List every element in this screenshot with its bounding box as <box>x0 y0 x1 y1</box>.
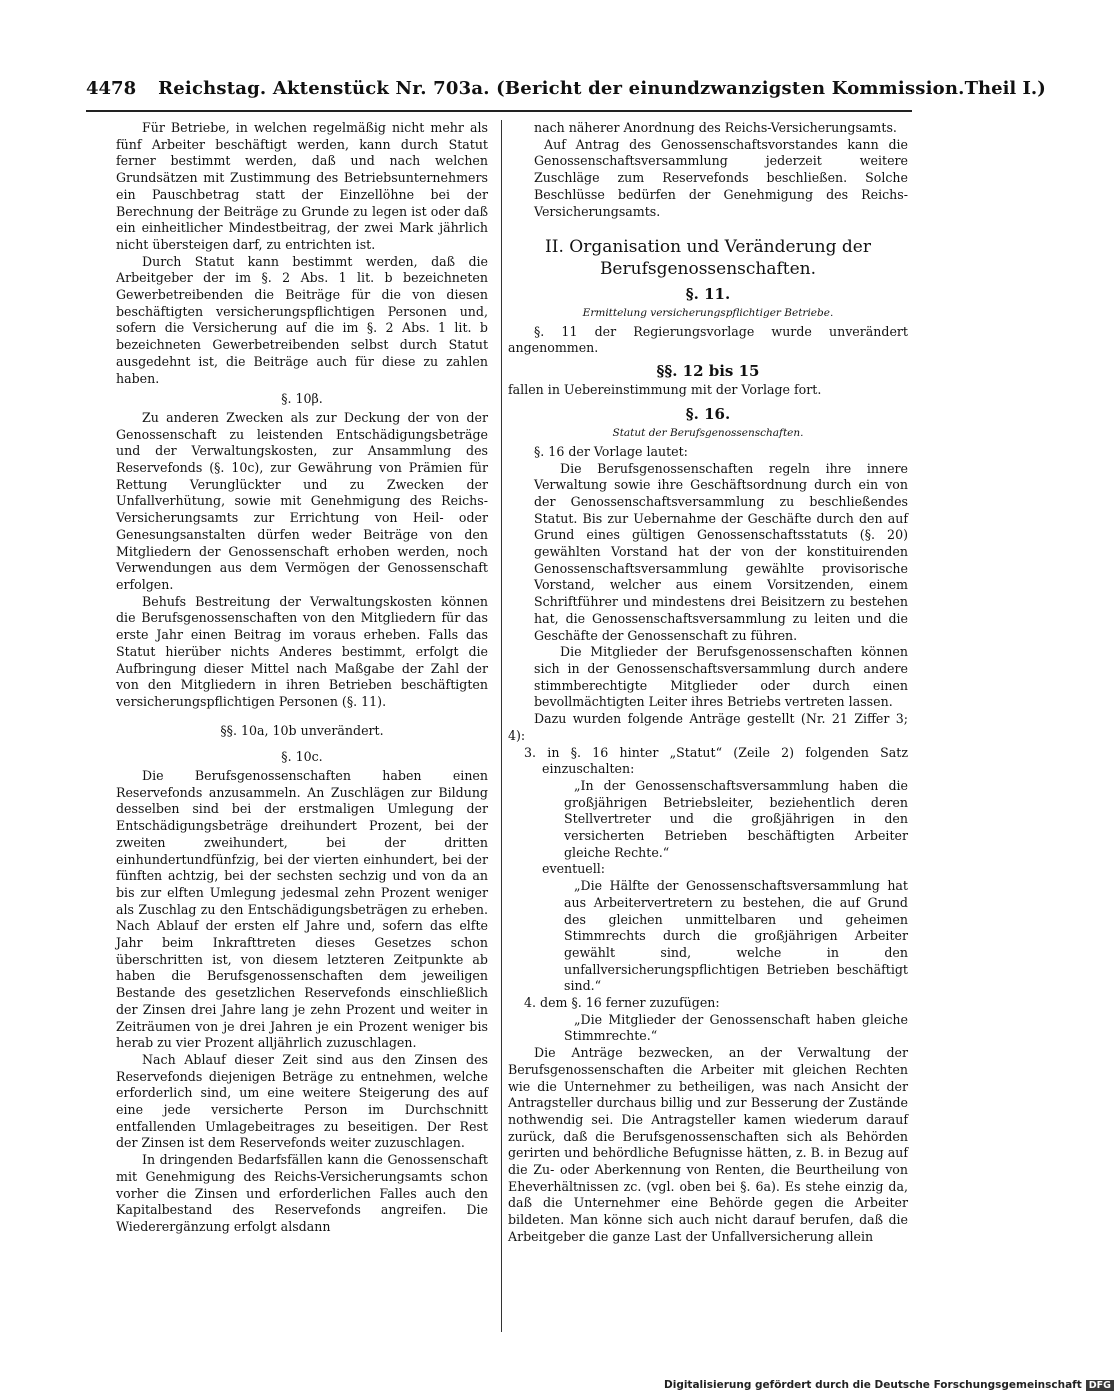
paragraph: Zu anderen Zwecken als zur Deckung der von der Genossenschaft zu leistenden Entschädigungsbeträge und der Verwaltungskosten, zur Ansammlung des Reservefonds (§. 10c), zur Gewährung von Prämien für Rettung Verunglückter und zu Zwecken der Unfallverhütung, sowie mit Genehmigung des Reichs-Versicherungsamts zur Errichtung von Heil- oder Genesungsanstalten dürfen weder Beiträge von den Mitgliedern der Genossenschaft erhoben werden, noch Verwendungen aus dem Vermögen der Genossenschaft erfolgen. <box>116 409 488 592</box>
running-title-sub: (Bericht der einundzwanzigsten Kommission. <box>496 78 965 99</box>
paragraph: Nach Ablauf dieser Zeit sind aus den Zinsen des Reservefonds diejenigen Beträge zu entnehmen, welche erforderlich sind, um eine weitere Steigerung des auf eine jede versicherte Person im Durchschnitt entfallenden Umlagebeitrages zu beseitigen. Der Rest der Zinsen ist dem Reservefonds weiter zuzuschlagen. <box>116 1051 488 1151</box>
motion-item: 4. dem §. 16 ferner zuzufügen: <box>524 995 720 1011</box>
paragraph: In dringenden Bedarfsfällen kann die Genossenschaft mit Genehmigung des Reichs-Versicherungsamts schon vorher die Zinsen und erforderlichen Falles auch den Kapitalbestand des Reservefonds angreifen. Die Wiederergänzung erfolgt alsdann <box>116 1152 488 1234</box>
motion-item: 3. in §. 16 hinter „Statut“ (Zeile 2) folgenden Satz einzuschalten: <box>524 744 908 777</box>
paragraph: Behufs Bestreitung der Verwaltungskosten können die Berufsgenossenschaften von den Mitgliedern für das erste Jahr einen Beitrag im voraus erheben. Falls das Statut hierüber nichts Anderes bestimmt, erfolgt die Aufbringung dieser Mittel nach Maßgabe der Zahl der von den Mitgliedern in ihren Betrieben beschäftigten versicherungspflichtigen Personen (§. 11). <box>116 593 488 709</box>
paragraph: nach näherer Anordnung des Reichs-Versicherungsamts. <box>534 120 897 135</box>
running-title-main: Reichstag. Aktenstück Nr. 703a. <box>158 78 490 99</box>
paragraph: Für Betriebe, in welchen regelmäßig nicht mehr als fünf Arbeiter beschäftigt werden, kann durch Statut ferner bestimmt werden, daß und nach welchen Grundsätzen mit Zustimmung des Betriebsunternehmers ein Pauschbetrag statt der Einzellöhne bei der Berechnung der Beiträge zu Grunde zu legen ist oder daß ein einheitlicher Mindestbeitrag, der zwei Mark jährlich nicht übersteigen darf, zu entrichten ist. <box>116 120 488 252</box>
section-heading: §. 11. <box>685 285 731 304</box>
paragraph: Durch Statut kann bestimmt werden, daß die Arbeitgeber der im §. 2 Abs. 1 lit. b bezeichneten Gewerbetreibenden die Beiträge für die von diesen beschäftigten versicherungspflichtigen Personen und, sofern die Versicherung auf die im §. 2 Abs. 1 lit. b bezeichneten Gewerbetreibenden selbst durch Statut ausgedehnt ist, die Beiträge auch für diese zu zahlen haben. <box>116 253 488 386</box>
section-subtitle: Statut der Berufsgenossenschaften. <box>612 427 804 440</box>
quoted-text: „In der Genossenschaftsversammlung haben die großjährigen Betriebsleiter, beziehentlich deren Stellvertreter und die großjährigen in den versicherten Betrieben beschäftigten Arbeiter gleiche Rechte.“ <box>564 777 908 860</box>
section-heading: §. 16. <box>685 405 731 424</box>
paragraph: Die Mitglieder der Berufsgenossenschaften können sich in der Genossenschaftsversammlung durch andere stimmberechtigte Mitglieder oder durch einen bevollmächtigten Leiter ihres Betriebs vertreten lassen. <box>534 644 908 710</box>
footer-credit <box>664 1379 1111 1393</box>
footer-text: Digitalisierung gefördert durch die Deutsche Forschungsgemeinschaft <box>664 1379 1082 1391</box>
part-label: Theil I.) <box>964 78 1046 99</box>
left-column <box>116 120 488 1236</box>
column-divider <box>501 120 502 1332</box>
section-heading: §. 10c. <box>281 749 323 765</box>
paragraph: §. 16 der Vorlage lautet: <box>534 443 688 459</box>
paragraph: Die Anträge bezwecken, an der Verwaltung der Berufsgenossenschaften die Arbeiter mit gleichen Rechten wie die Unternehmer zu betheiligen, was nach Ansicht der Antragsteller durchaus billig und zur Besserung der Zustände nothwendig sei. Die Antragsteller kamen wiederum darauf zurück, daß die Berufsgenossenschaften sich als Behörden gerirten und behördliche Befugnisse hätten, z. B. in Bezug auf die Zu- oder Aberkennung von Renten, die Beurtheilung von Eheverhältnissen zc. (vgl. oben bei §. 6a). Es stehe einzig da, daß die Unternehmer eine Behörde gegen die Arbeiter bildeten. Man könne sich auch nicht darauf berufen, daß die Arbeitgeber die ganze Last der Unfallversicherung allein <box>508 1045 908 1244</box>
quoted-text: „Die Hälfte der Genossenschaftsversammlung hat aus Arbeitervertretern zu bestehen, die auf Grund des gleichen unmittelbaren und geheimen Stimmrechts durch die großjährigen Arbeiter gewählt sind, welche in den unfallversicherungspflichtigen Betrieben beschäftigt sind.“ <box>564 878 908 994</box>
running-title <box>158 78 965 99</box>
page-header <box>86 78 1046 108</box>
header-rule <box>86 110 912 112</box>
page-number: 4478 <box>86 78 137 99</box>
section-heading: §. 10β. <box>281 391 323 407</box>
paragraph: Dazu wurden folgende Anträge gestellt (Nr. 21 Ziffer 3; 4): <box>508 711 908 743</box>
paragraph: Die Berufsgenossenschaften regeln ihre innere Verwaltung sowie ihre Geschäftsordnung durch ein von der Genossenschaftsversammlung zu beschließendes Statut. Bis zur Uebernahme der Geschäfte durch den auf Grund eines gültigen Genossenschaftsstatuts (§. 20) gewählten Vorstand hat der von der konstituirenden Genossenschaftsversammlung gewählte provisorische Vorstand, welcher aus einem Vorsitzenden, einem Schriftführer und mindestens drei Beisitzern zu bestehen hat, die Genossenschaftsversammlung zu leiten und die Geschäfte der Genossenschaft zu führen. <box>534 460 908 643</box>
paragraph: fallen in Uebereinstimmung mit der Vorlage fort. <box>508 381 822 397</box>
chapter-heading: II. Organisation und Veränderung der Berufsgenossenschaften. <box>545 237 871 280</box>
paragraph: §. 11 der Regierungsvorlage wurde unverändert angenommen. <box>508 323 908 356</box>
paragraph: eventuell: <box>542 861 606 877</box>
section-heading: §§. 10a, 10b unverändert. <box>220 722 384 738</box>
section-subtitle: Ermittelung versicherungspflichtiger Betriebe. <box>582 306 834 319</box>
paragraph: Die Berufsgenossenschaften haben einen Reservefonds anzusammeln. An Zuschlägen zur Bildung desselben sind bei der erstmaligen Umlegung der Entschädigungsbeträge dreihundert Prozent, bei der zweiten zweihundert, bei der dritten einhundertundfünfzig, bei der vierten einhundert, bei der fünften achtzig, bei der sechsten sechzig und von da an bis zur elften Umlegung jedesmal zehn Prozent weniger als Zuschlag zu den Entschädigungsbeträgen zu erheben. Nach Ablauf der ersten elf Jahre und, sofern das elfte Jahr beim Inkrafttreten dieses Gesetzes schon überschritten ist, von diesem letzteren Zeitpunkte ab haben die Berufsgenossenschaften dem jeweiligen Bestande des gesetzlichen Reservefonds einschließlich der Zinsen drei Jahre lang je zehn Prozent und weiter in Zeiträumen von je drei Jahren je ein Prozent weniger bis herab zu vier Prozent alljährlich zuzuschlagen. <box>116 768 488 1051</box>
dfg-logo: DFG <box>1086 1380 1114 1391</box>
right-column <box>508 120 908 1246</box>
quoted-text: „Die Mitglieder der Genossenschaft haben gleiche Stimmrechte.“ <box>564 1011 908 1044</box>
paragraph: Auf Antrag des Genossenschaftsvorstandes kann die Genossenschaftsversammlung jederzeit weitere Zuschläge zum Reservefonds beschließen. Solche Beschlüsse bedürfen der Genehmigung des Reichs-Versicherungsamts. <box>534 136 908 219</box>
section-heading: §§. 12 bis 15 <box>656 362 760 381</box>
